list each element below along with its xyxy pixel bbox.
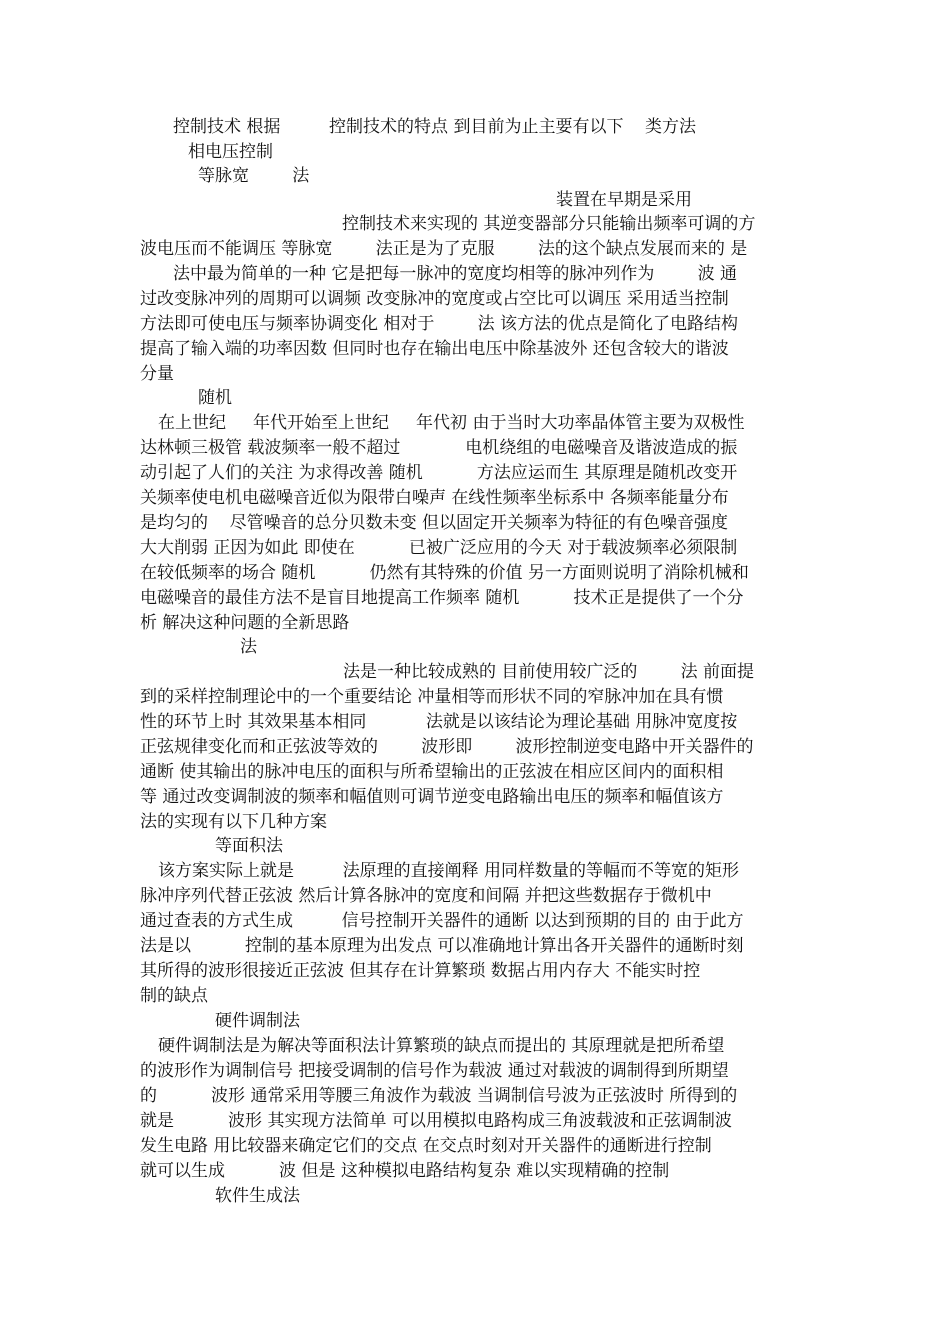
text-line: 性的环节上时 其效果基本相同 法就是以该结论为理论基础 用脉冲宽度按: [140, 712, 738, 732]
text-line: 控制技术来实现的 其逆变器部分只能输出频率可调的方: [342, 214, 756, 234]
text-line: 在较低频率的场合 随机 仍然有其特殊的价值 另一方面则说明了消除机械和: [140, 563, 749, 583]
text-line: 波电压而不能调压 等脉宽 法正是为了克服 法的这个缺点发展而来的 是: [140, 239, 748, 259]
section-heading: 法: [240, 637, 257, 657]
text-line: 就可以生成 波 但是 这种模拟电路结构复杂 难以实现精确的控制: [140, 1161, 670, 1181]
text-line: 法是一种比较成熟的 目前使用较广泛的 法 前面提: [343, 662, 755, 682]
text-line: 制的缺点: [140, 986, 208, 1006]
section-heading: 硬件调制法: [215, 1011, 300, 1031]
text-line: 其所得的波形很接近正弦波 但其存在计算繁琐 数据占用内存大 不能实时控: [140, 961, 701, 981]
section-heading: 软件生成法: [215, 1186, 300, 1206]
text-line: 过改变脉冲列的周期可以调频 改变脉冲的宽度或占空比可以调压 采用适当控制: [140, 289, 729, 309]
text-line: 硬件调制法是为解决等面积法计算繁琐的缺点而提出的 其原理就是把所希望: [158, 1036, 725, 1056]
text-line: 是均匀的 尽管噪音的总分贝数未变 但以固定开关频率为特征的有色噪音强度: [140, 513, 729, 533]
section-heading: 等脉宽 法: [198, 166, 310, 186]
text-line: 法的实现有以下几种方案: [140, 812, 327, 832]
text-line: 提高了输入端的功率因数 但同时也存在输出电压中除基波外 还包含较大的谐波: [140, 339, 729, 359]
text-line: 法是以 控制的基本原理为出发点 可以准确地计算出各开关器件的通断时刻: [140, 936, 744, 956]
text-line: 动引起了人们的关注 为求得改善 随机 方法应运而生 其原理是随机改变开: [140, 463, 738, 483]
text-line: 分量: [140, 364, 174, 384]
text-line: 控制技术 根据 控制技术的特点 到目前为止主要有以下 类方法: [173, 117, 697, 137]
text-line: 的 波形 通常采用等腰三角波作为载波 当调制信号波为正弦波时 所得到的: [140, 1086, 738, 1106]
section-heading: 随机: [198, 388, 232, 408]
text-line: 大大削弱 正因为如此 即使在 已被广泛应用的今天 对于载波频率必须限制: [140, 538, 738, 558]
text-line: 关频率使电机电磁噪音近似为限带白噪声 在线性频率坐标系中 各频率能量分布: [140, 488, 729, 508]
text-line: 等 通过改变调制波的频率和幅值则可调节逆变电路输出电压的频率和幅值该方: [140, 787, 724, 807]
section-heading: 等面积法: [215, 836, 283, 856]
text-line: 法中最为简单的一种 它是把每一脉冲的宽度均相等的脉冲列作为 波 通: [173, 264, 738, 284]
section-heading: 相电压控制: [188, 142, 273, 162]
text-line: 电磁噪音的最佳方法不是盲目地提高工作频率 随机 技术正是提供了一个分: [140, 588, 744, 608]
text-line: 在上世纪 年代开始至上世纪 年代初 由于当时大功率晶体管主要为双极性: [158, 413, 745, 433]
text-line: 就是 波形 其实现方法简单 可以用模拟电路构成三角波载波和正弦调制波: [140, 1111, 732, 1131]
text-line: 通过查表的方式生成 信号控制开关器件的通断 以达到预期的目的 由于此方: [140, 911, 744, 931]
text-line: 的波形作为调制信号 把接受调制的信号作为载波 通过对载波的调制得到所期望: [140, 1061, 729, 1081]
text-line: 正弦规律变化而和正弦波等效的 波形即 波形控制逆变电路中开关器件的: [140, 737, 754, 757]
text-line: 发生电路 用比较器来确定它们的交点 在交点时刻对开关器件的通断进行控制: [140, 1136, 712, 1156]
text-line: 该方案实际上就是 法原理的直接阐释 用同样数量的等幅而不等宽的矩形: [158, 861, 740, 881]
text-line: 脉冲序列代替正弦波 然后计算各脉冲的宽度和间隔 并把这些数据存于微机中: [140, 886, 712, 906]
text-line: 到的采样控制理论中的一个重要结论 冲量相等而形状不同的窄脉冲加在具有惯: [140, 687, 724, 707]
text-line: 通断 使其输出的脉冲电压的面积与所希望输出的正弦波在相应区间内的面积相: [140, 762, 724, 782]
text-line: 装置在早期是采用: [556, 190, 692, 210]
text-line: 析 解决这种问题的全新思路: [140, 613, 350, 633]
text-line: 达林顿三极管 载波频率一般不超过 电机绕组的电磁噪音及谐波造成的振: [140, 438, 738, 458]
text-line: 方法即可使电压与频率协调变化 相对于 法 该方法的优点是简化了电路结构: [140, 314, 739, 334]
